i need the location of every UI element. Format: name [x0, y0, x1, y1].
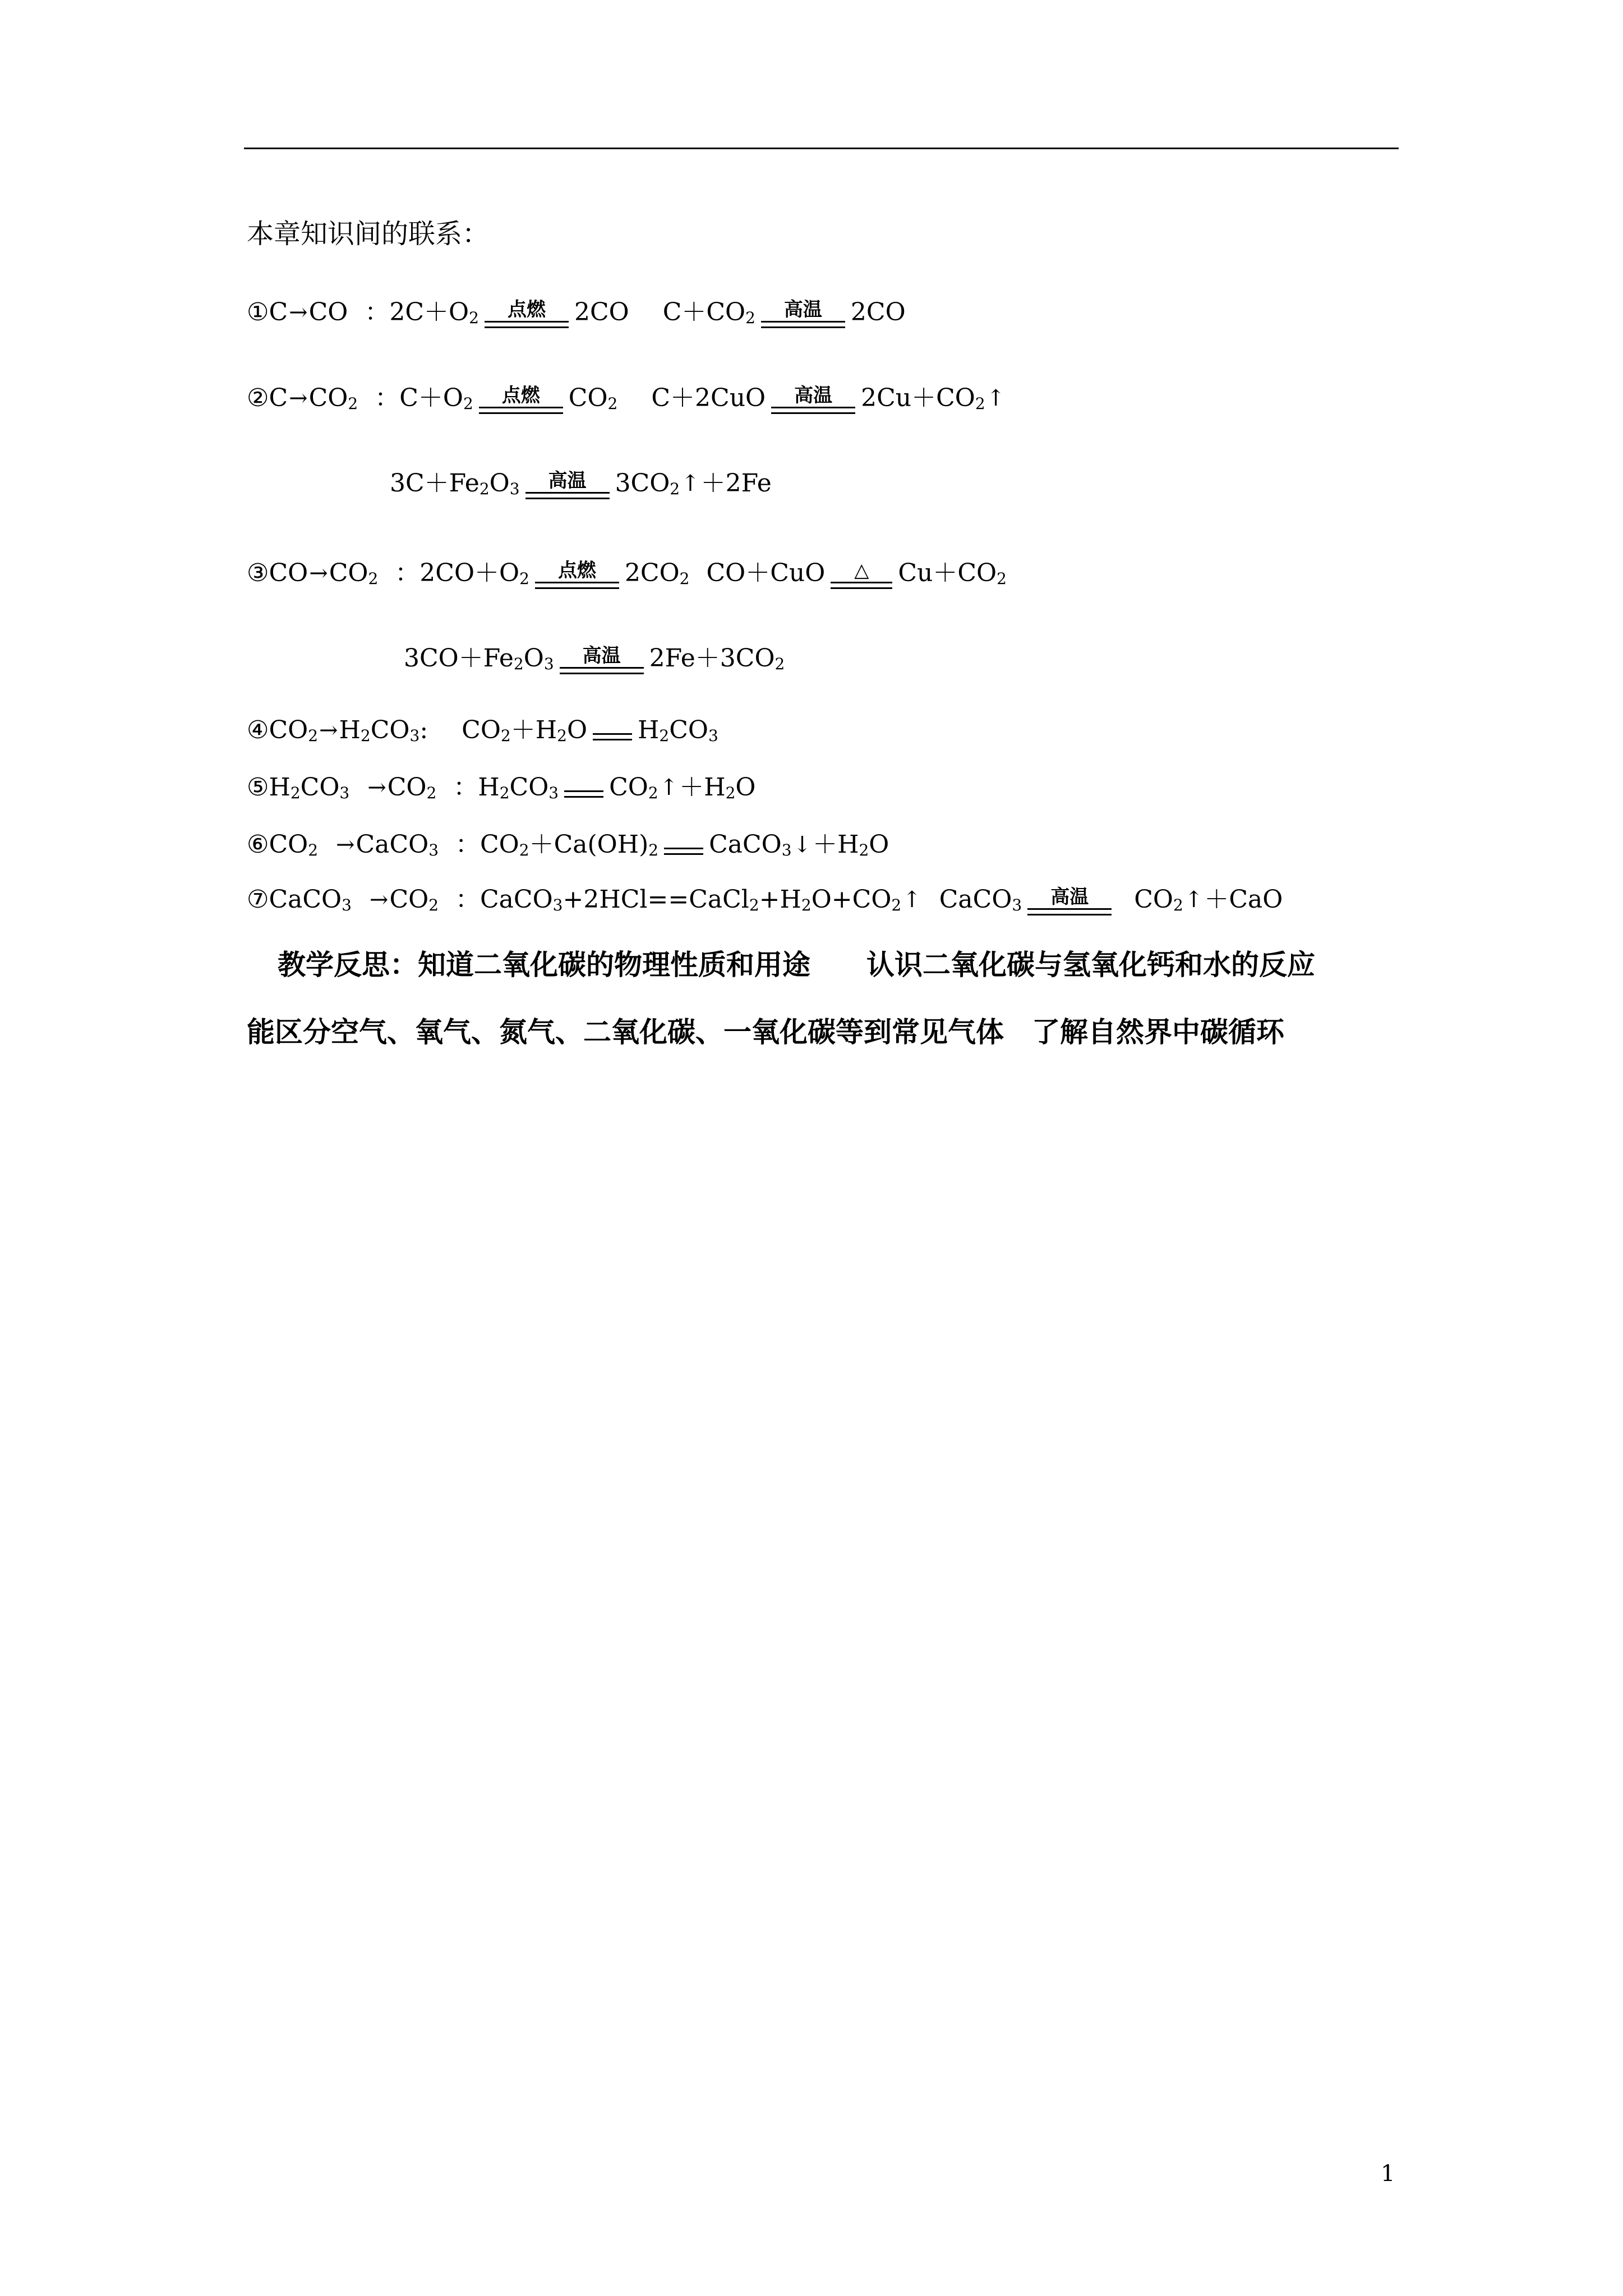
arrow-icon: → — [289, 300, 308, 325]
reaction-condition — [831, 559, 892, 589]
equation-text: H — [478, 773, 500, 802]
equals-sign — [525, 492, 610, 499]
arrow-icon: → — [309, 560, 328, 586]
item-number: ⑤ — [247, 773, 269, 802]
down-arrow-icon: ↓ — [792, 832, 812, 858]
item-number: ⑦ — [247, 885, 269, 914]
reaction-condition: 点燃 — [479, 384, 563, 414]
reaction-condition — [564, 790, 603, 798]
section-heading: 本章知识间的联系： — [247, 218, 490, 250]
up-arrow-icon: ↑ — [986, 385, 1006, 411]
arrow-icon: → — [319, 717, 338, 743]
equals-sign — [761, 321, 845, 328]
equation-text: 3CO＋Fe — [404, 644, 514, 673]
page-number: 1 — [1381, 2161, 1395, 2187]
reaction-condition: 高温 — [525, 470, 610, 499]
up-arrow-icon: ↑ — [902, 887, 921, 913]
arrow-icon: → — [369, 887, 389, 913]
relation-row-2-cont: 3C＋Fe 2 O 3 高温 3CO 2 ↑ ＋2Fe — [390, 466, 772, 501]
relation-row-2: ② C → CO 2 ： C＋O 2 点燃 CO 2 C＋2CuO 高温 2Cu＋CO 2 ↑ — [247, 380, 1006, 416]
heat-icon: △ — [854, 559, 869, 582]
reaction-condition — [593, 733, 632, 740]
arrow-icon: → — [367, 775, 386, 800]
item-number: ④ — [247, 716, 269, 744]
reaction-condition — [664, 848, 703, 855]
equals-sign — [831, 582, 892, 589]
equation-text: CO — [480, 830, 519, 859]
reaction-condition: 高温 — [1027, 886, 1112, 915]
relation-row-6: ⑥ CO 2 → CaCO 3 ： CO 2 ＋Ca(OH) 2 CaCO 3 ↓ ＋H 2 O — [247, 827, 889, 863]
header-rule — [244, 148, 1399, 149]
equation-text: C＋2CuO — [651, 384, 766, 412]
equals-sign — [564, 790, 603, 798]
up-arrow-icon: ↑ — [681, 471, 700, 496]
up-arrow-icon: ↑ — [1184, 887, 1204, 913]
equals-sign — [1027, 908, 1112, 915]
equals-sign — [535, 582, 619, 589]
equation-text: C＋O — [399, 384, 463, 412]
equals-sign — [593, 733, 632, 740]
item-number: ③ — [247, 559, 269, 587]
equation-text: CO＋CuO — [706, 559, 826, 587]
relation-row-3: ③ CO → CO 2 ： 2CO＋O 2 点燃 2CO 2 CO＋CuO △ Cu＋CO 2 — [247, 555, 1007, 591]
equation-text: CO — [462, 716, 501, 744]
arrow-icon: → — [289, 385, 308, 411]
equation-text: 2C＋O — [389, 298, 469, 326]
reaction-condition: 点燃 — [485, 298, 569, 328]
equation-text: C＋CO — [662, 298, 746, 326]
equation-text: CaCO — [480, 885, 553, 914]
equals-sign — [485, 321, 569, 328]
arrow-icon: → — [336, 832, 355, 858]
equals-sign — [479, 407, 563, 414]
up-arrow-icon: ↑ — [659, 775, 679, 800]
equals-sign — [560, 667, 644, 674]
equals-sign — [664, 848, 703, 855]
item-number: ① — [247, 298, 269, 326]
equals-sign — [771, 407, 855, 414]
equation-text: 3C＋Fe — [390, 469, 479, 498]
equation-text: 2CO＋O — [419, 559, 520, 587]
item-number: ② — [247, 384, 269, 412]
reflection-line-1: 教学反思：知道二氧化碳的物理性质和用途 认识二氧化碳与氢氧化钙和水的反应 — [278, 948, 1315, 981]
reaction-condition: 高温 — [771, 384, 855, 414]
reflection-line-2: 能区分空气、氧气、氮气、二氧化碳、一氧化碳等到常见气体 了解自然界中碳循环 — [247, 1015, 1284, 1048]
reaction-condition: 高温 — [560, 645, 644, 674]
reaction-condition: 高温 — [761, 298, 845, 328]
reaction-condition: 点燃 — [535, 559, 619, 589]
item-number: ⑥ — [247, 830, 269, 859]
relation-row-3-cont: 3CO＋Fe 2 O 3 高温 2Fe＋3CO 2 — [404, 641, 785, 677]
relation-row-5: ⑤ H 2 CO 3 → CO 2 ： H 2 CO 3 CO 2 ↑ ＋H 2 O — [247, 770, 755, 806]
relation-row-4: ④ CO 2 → H 2 CO 3 : CO 2 ＋H 2 O H 2 CO 3 — [247, 712, 718, 748]
equation-text: CaCO — [939, 885, 1012, 914]
relation-row-1: ① C → CO ： 2C＋O 2 点燃 2CO C＋CO 2 高温 2CO — [247, 295, 906, 330]
relation-row-7: ⑦ CaCO 3 → CO 2 ： CaCO 3 +2HCl==CaCl 2 +H 2 O+CO 2 ↑ CaCO 3 高温 CO 2 ↑ ＋CaO — [247, 882, 1283, 918]
